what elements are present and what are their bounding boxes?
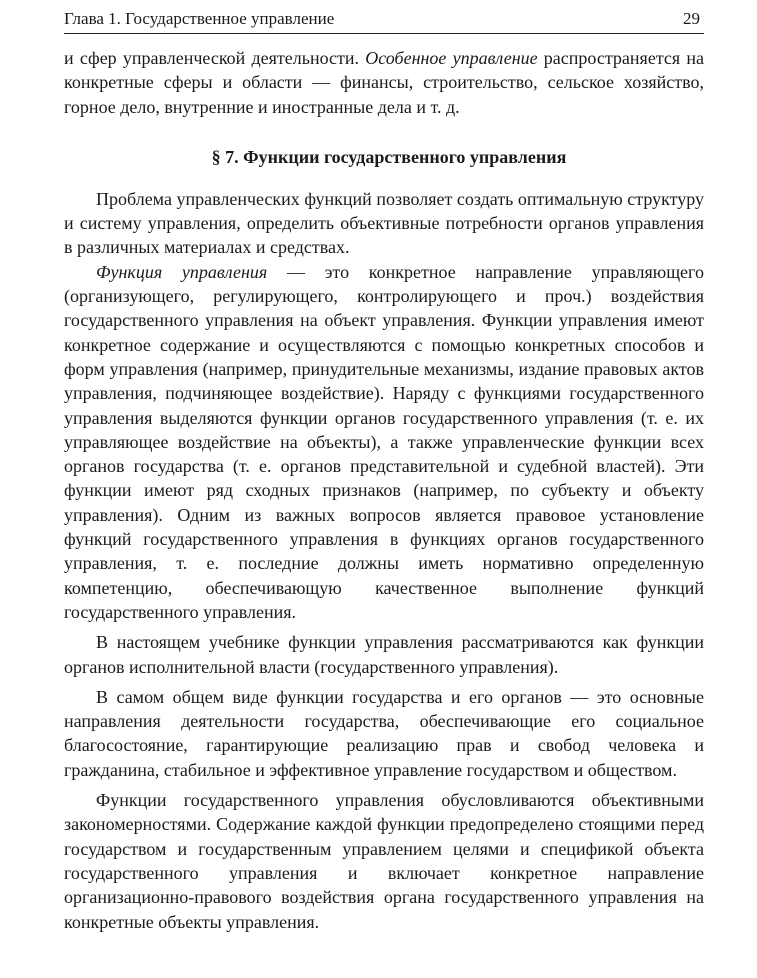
intro-text-start: и сфер управленческой деятельности.	[64, 48, 366, 68]
intro-paragraph	[64, 46, 704, 119]
section-heading: § 7. Функции государственного управления	[211, 146, 567, 167]
paragraph-2-term: Функция управления	[96, 261, 268, 282]
paragraph-1: Проблема управленческих функций позволяет создать оптимальную структуру и систему управления, определить объективные потребности органов управления в различных материалах и средствах.	[64, 188, 704, 258]
paragraph-2	[64, 260, 704, 624]
paragraph-5: Функции государственного управления обусловливаются объективными закономерностями. Содержание каждой функции предопределено стоящими перед государством и государственным управлением целями и спецификой объекта государственного управления и включает конкретное направление организационно-правового воздействия органа государственного управления на конкретные объекты управления.	[64, 790, 704, 932]
paragraph-3: В настоящем учебнике функции управления рассматриваются как функции органов исполнительной власти (государственного управления).	[64, 632, 704, 677]
paragraph-4: В самом общем виде функции государства и его органов — это основные направления деятельности государства, обеспечивающие его социальное благосостояние, гарантирующие реализацию прав и свобод человека и гражданина, стабильное и эффективное управление государством и обществом.	[64, 686, 704, 780]
chapter-title: Глава 1. Государственное управление	[64, 9, 335, 28]
intro-term: Особенное управление	[365, 48, 538, 68]
paragraph-2-text: — это конкретное направление управляющего (организующего, регулирующего, контролирующего и проч.) воздействия государственного управления на объект управления. Функции управления имеют конкретное содержание и осуществляются с помощью конкретных способов и форм управления (например, принудительные механизмы, издание правовых актов управления, подчиняющее воздействие). Наряду с функциями государственного управления выделяются функции органов государственного управления (т. е. их управляющее воздействие на объекты), а также управленческие функции всех органов государства (т. е. органов представительной и судебной властей). Эти функции имеют ряд сходных признаков (например, по субъекту и объекту управления). Одним из важных вопросов является правовое установление функций государственного управления в функциях органов государственного управления, т. е. последние должны иметь нормативно определенную компетенцию, обеспечивающую качественное выполнение функций государственного управления.	[64, 261, 704, 622]
running-header	[64, 8, 704, 34]
intro-text-end: распространяется на конкретные сферы и области — финансы, строительство, сельское хозяйство, горное дело, внутренние и иностранные дела и т. д.	[64, 48, 704, 117]
page-number: 29	[683, 9, 700, 28]
book-page	[64, 8, 704, 934]
